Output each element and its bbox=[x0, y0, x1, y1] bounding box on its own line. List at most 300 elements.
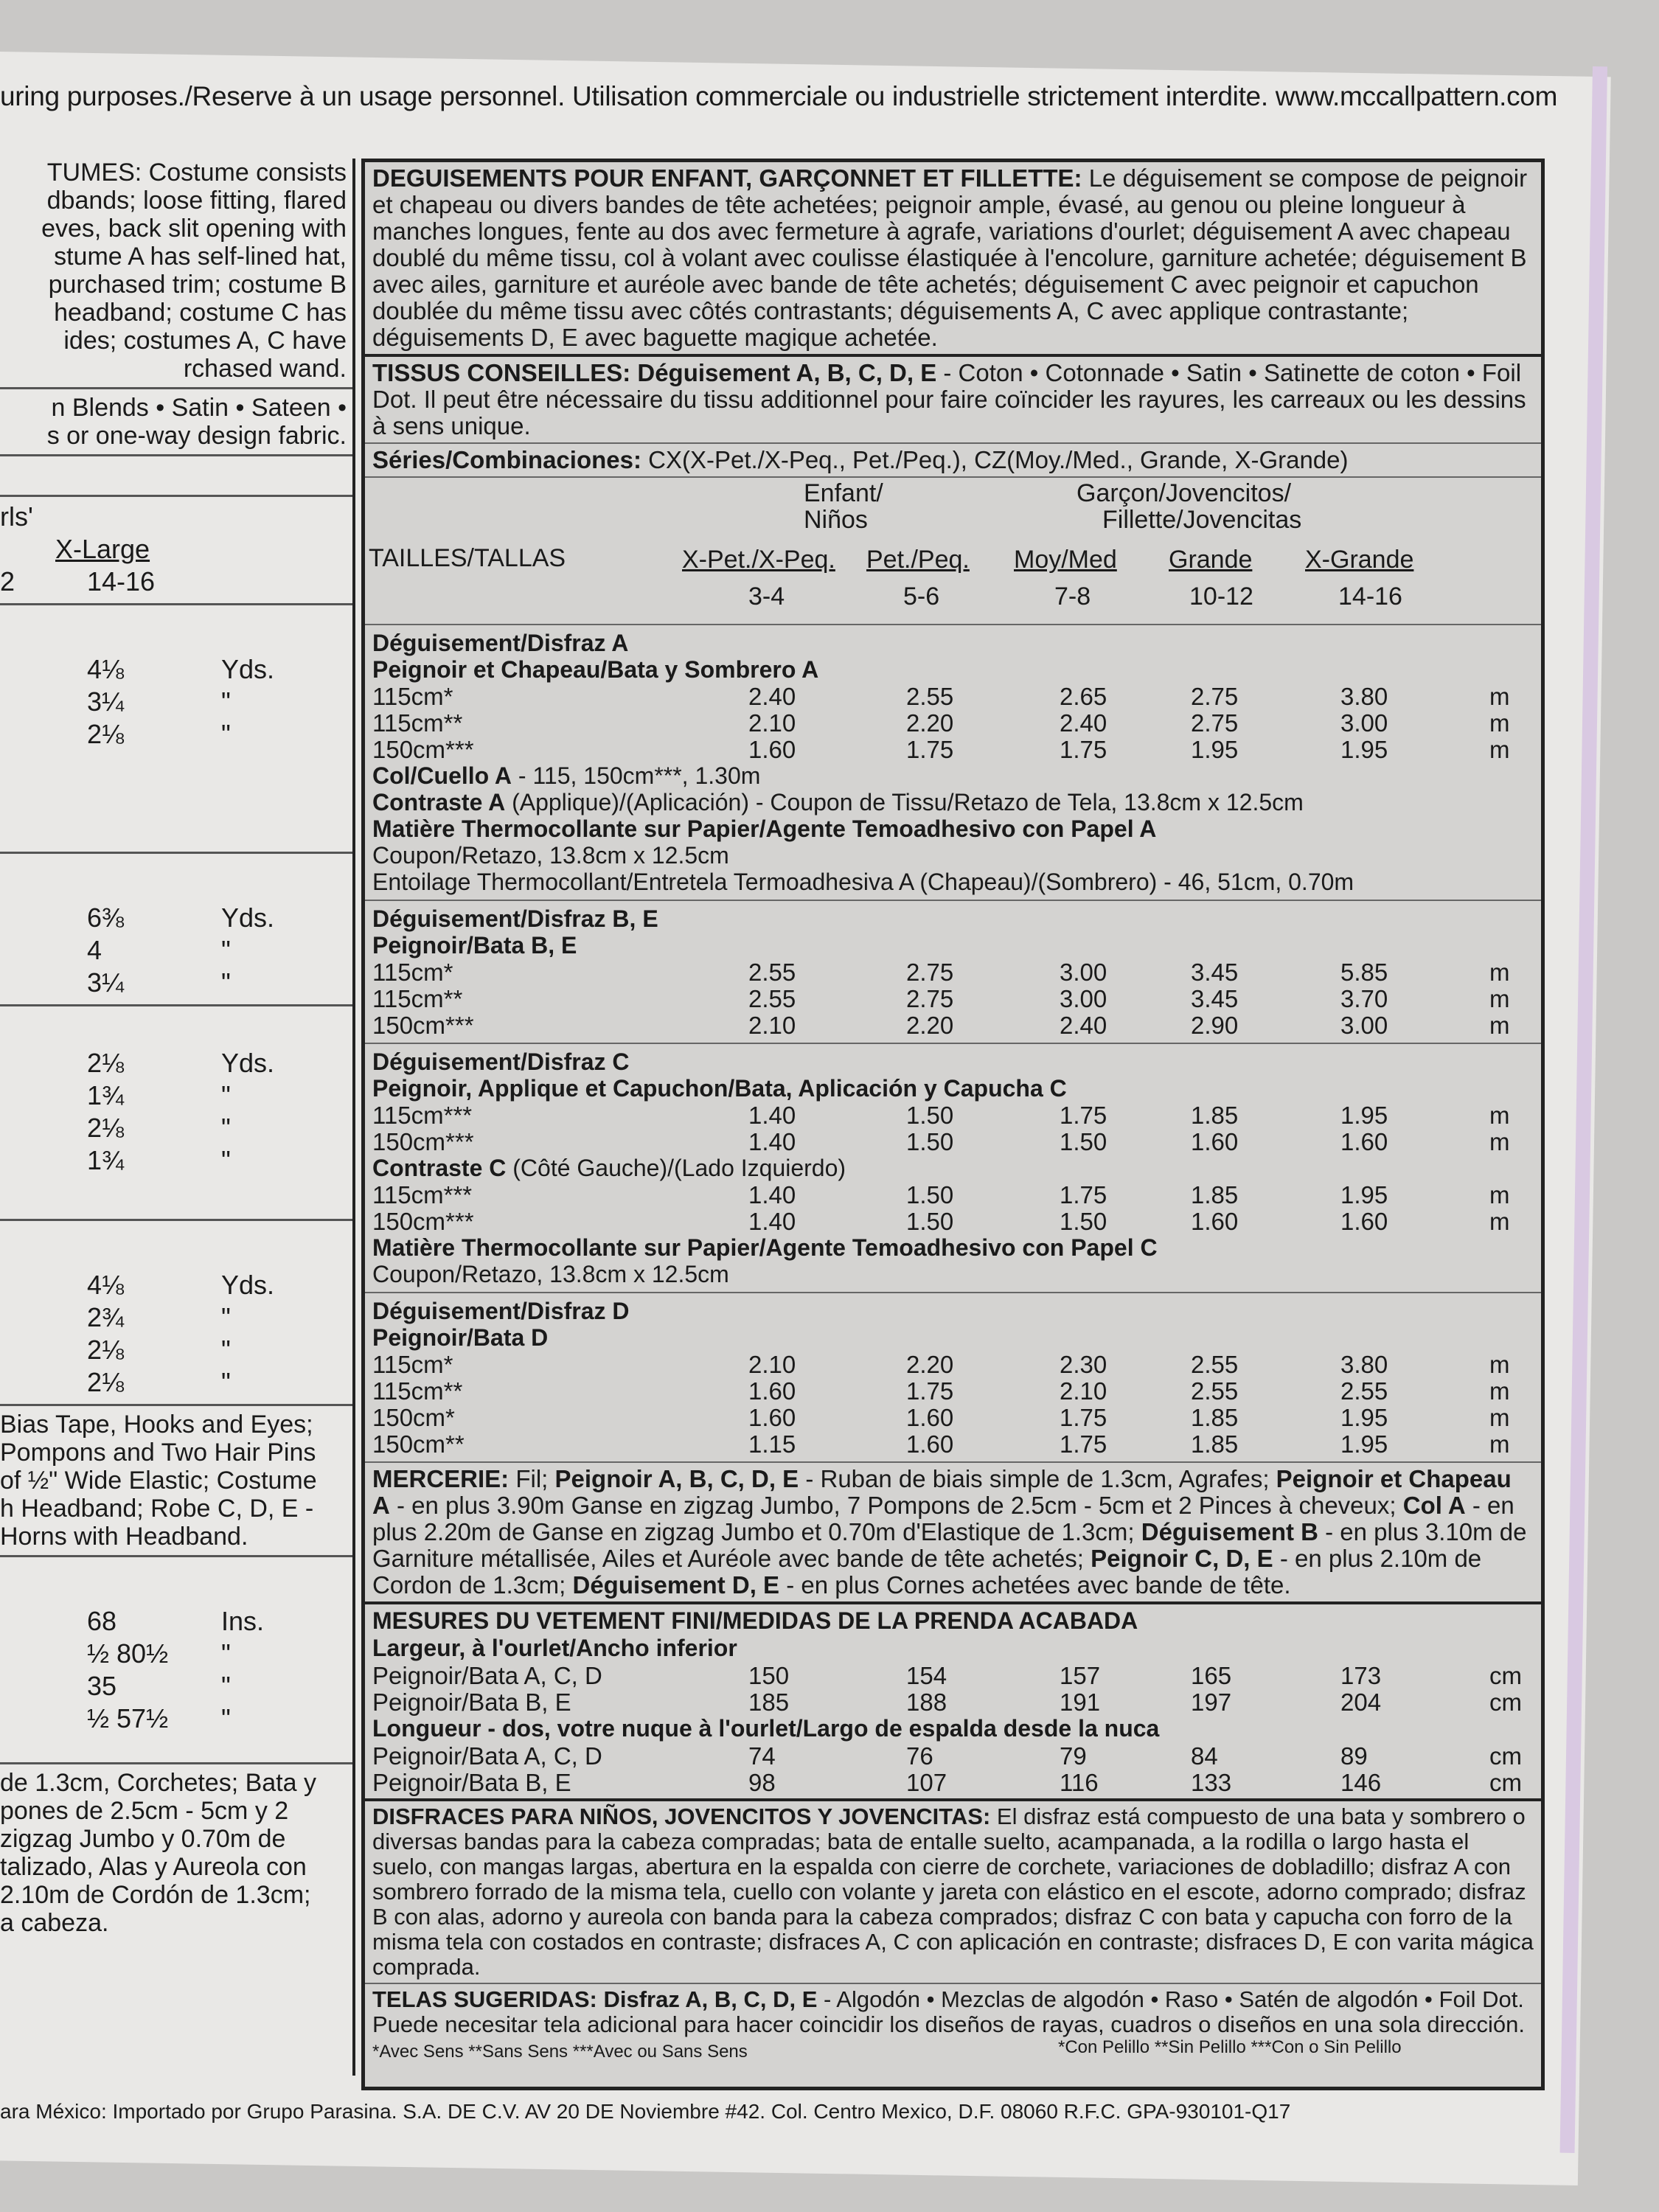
cell-value: 150 bbox=[748, 1662, 790, 1689]
table-row bbox=[372, 1181, 1534, 1208]
text-line: dbands; loose fitting, flared bbox=[46, 187, 347, 215]
text-line: eves, back slit opening with bbox=[41, 215, 347, 243]
cell-value: 1.60 bbox=[1340, 1208, 1388, 1235]
cell-value: 2.10 bbox=[1060, 1377, 1107, 1405]
divider bbox=[0, 603, 352, 605]
cell-value: 1.85 bbox=[1191, 1102, 1239, 1129]
coupon-a: Coupon/Retazo, 13.8cm x 12.5cm bbox=[372, 842, 729, 869]
unit: m bbox=[1489, 1012, 1510, 1039]
cell-value: 1.40 bbox=[748, 1102, 796, 1129]
unit: m bbox=[1489, 1351, 1510, 1378]
table-row bbox=[372, 1430, 1534, 1457]
english-column bbox=[0, 159, 355, 2076]
divider bbox=[0, 1219, 352, 1221]
text-line: TUMES: Costume consists bbox=[46, 159, 347, 187]
table-row bbox=[372, 1662, 1534, 1688]
yardage-row bbox=[0, 1270, 352, 1302]
cell-value: 79 bbox=[1060, 1742, 1087, 1770]
yardage-unit: Yds. bbox=[221, 1048, 275, 1078]
divider bbox=[0, 1004, 352, 1006]
costume-d-group bbox=[365, 1293, 1541, 1463]
row-label: 150cm*** bbox=[372, 1128, 474, 1155]
cell-value: 1.60 bbox=[748, 1377, 796, 1405]
english-yardage-b bbox=[0, 902, 352, 1000]
yardage-value: 68 bbox=[87, 1606, 117, 1636]
yardage-value: ½ 57½ bbox=[87, 1703, 169, 1733]
yardage-row bbox=[0, 1703, 352, 1736]
costume-c-rows bbox=[372, 1102, 1534, 1155]
text-line: rchased wand. bbox=[183, 355, 347, 383]
row-label: 115cm*** bbox=[372, 1102, 473, 1129]
unit: m bbox=[1489, 709, 1510, 737]
cell-value: 1.95 bbox=[1340, 1430, 1388, 1458]
text-line: Pompons and Two Hair Pins bbox=[0, 1439, 316, 1467]
costume-a-title: Déguisement/Disfraz A bbox=[372, 630, 629, 656]
costume-a-group bbox=[365, 625, 1541, 901]
yardage-value: 2⅛ bbox=[87, 1113, 125, 1143]
yardage-unit: " bbox=[221, 719, 231, 749]
yardage-unit: Ins. bbox=[221, 1606, 265, 1636]
contrast-c-line: Contraste C (Côté Gauche)/(Lado Izquierdo) bbox=[372, 1155, 846, 1181]
cell-value: 1.40 bbox=[748, 1128, 796, 1155]
yardage-unit: Yds. bbox=[221, 654, 275, 684]
cell-value: 2.40 bbox=[1060, 1012, 1107, 1039]
size-name: X-Grande bbox=[1305, 546, 1414, 574]
yardage-row bbox=[0, 1113, 352, 1145]
size-range: 5-6 bbox=[903, 582, 940, 611]
size-range: 3-4 bbox=[748, 582, 785, 611]
yardage-row bbox=[0, 935, 352, 967]
cell-value: 1.75 bbox=[1060, 1404, 1107, 1431]
cell-value: 146 bbox=[1340, 1769, 1382, 1796]
cell-value: 1.60 bbox=[906, 1430, 954, 1458]
cell-value: 2.65 bbox=[1060, 683, 1107, 710]
measurements-title: MESURES DU VETEMENT FINI/MEDIDAS DE LA PRENDA ACABADA bbox=[372, 1607, 1138, 1634]
contrast-a-line: Contraste A (Applique)/(Aplicación) - Coupon de Tissu/Retazo de Tela, 13.8cm x 12.5cm bbox=[372, 789, 1304, 815]
yardage-row bbox=[0, 902, 352, 935]
divider bbox=[0, 852, 352, 854]
contrast-c-rows bbox=[372, 1181, 1534, 1234]
nap-legend-fr: *Avec Sens **Sans Sens ***Avec ou Sans Sens bbox=[372, 2042, 748, 2062]
english-fabrics bbox=[0, 394, 352, 450]
cell-value: 1.60 bbox=[1191, 1208, 1239, 1235]
english-description bbox=[0, 159, 352, 383]
cell-value: 3.00 bbox=[1060, 959, 1107, 986]
yardage-row bbox=[0, 654, 352, 686]
cell-value: 3.45 bbox=[1191, 985, 1239, 1012]
text-line: ides; costumes A, C have bbox=[63, 327, 347, 355]
size-prefix: 2 bbox=[0, 566, 15, 597]
row-label: 150cm** bbox=[372, 1430, 465, 1458]
cell-value: 1.75 bbox=[1060, 1102, 1107, 1129]
unit: m bbox=[1489, 683, 1510, 710]
size-range: 14-16 bbox=[1338, 582, 1402, 611]
text-line: purchased trim; costume B bbox=[48, 271, 347, 299]
yardage-value: 3¼ bbox=[87, 967, 125, 998]
cell-value: 3.45 bbox=[1191, 959, 1239, 986]
cell-value: 2.30 bbox=[1060, 1351, 1107, 1378]
cell-value: 2.75 bbox=[906, 959, 954, 986]
xlarge-size: 14-16 bbox=[87, 566, 156, 597]
cell-value: 1.60 bbox=[1191, 1128, 1239, 1155]
unit: m bbox=[1489, 1430, 1510, 1458]
yardage-value: 4 bbox=[87, 935, 102, 965]
text-line: de 1.3cm, Corchetes; Bata y bbox=[0, 1769, 316, 1797]
cell-value: 1.60 bbox=[748, 1404, 796, 1431]
table-row bbox=[372, 1208, 1534, 1234]
text-line: Horns with Headband. bbox=[0, 1523, 248, 1551]
copyright-header: uring purposes./Reserve à un usage personnel. Utilisation commerciale ou industrielle strictement interdite. www.mccallpattern.com bbox=[0, 81, 1558, 111]
text-line: pones de 2.5cm - 5cm y 2 bbox=[0, 1797, 289, 1825]
cell-value: 165 bbox=[1191, 1662, 1232, 1689]
cell-value: 2.55 bbox=[906, 683, 954, 710]
cell-value: 2.55 bbox=[748, 959, 796, 986]
mercerie-text: MERCERIE: Fil; Peignoir A, B, C, D, E - Ruban de biais simple de 1.3cm, Agrafes; Peignoir et Chapeau A - en plus 3.90m Ganse en zigzag Jumbo, 7 Pompons de 2.5cm - 5cm et 2 Pinces à cheveux; Col A - en plus 2.20m de Ganse en zigzag Jumbo et 0.70m d'Elastique de 1.3cm; Déguisement B - en plus 3.10m de Garniture métallisée, Ailes et Auréole avec bande de tête achetés; Peignoir C, D, E - en plus 2.10m de Cordon de 1.3cm; Déguisement D, E - en plus Cornes achetées avec bande de tête. bbox=[372, 1465, 1527, 1599]
text-line: of ½" Wide Elastic; Costume bbox=[0, 1467, 317, 1495]
cell-value: 1.85 bbox=[1191, 1404, 1239, 1431]
row-label: 115cm* bbox=[372, 683, 453, 710]
yardage-row bbox=[0, 719, 352, 751]
yardage-row bbox=[0, 686, 352, 719]
french-fabrics: TISSUS CONSEILLES: Déguisement A, B, C, D, E - Coton • Cotonnade • Satin • Satinette de coton • Foil Dot. Il peut être nécessaire du tissu additionnel pour faire coïncider les rayures, les carreaux ou les dessins à sens unique. bbox=[372, 359, 1526, 439]
size-header bbox=[365, 478, 1541, 625]
cell-value: 1.95 bbox=[1340, 736, 1388, 763]
yardage-unit: " bbox=[221, 1703, 231, 1733]
cell-value: 2.10 bbox=[748, 709, 796, 737]
text-line: n Blends • Satin • Sateen • bbox=[51, 394, 347, 422]
cell-value: 191 bbox=[1060, 1688, 1101, 1716]
costume-b-group bbox=[365, 901, 1541, 1044]
english-measurements bbox=[0, 1606, 352, 1736]
text-line: a cabeza. bbox=[0, 1909, 109, 1937]
costume-a-rows bbox=[372, 683, 1534, 762]
size-group-boys-girls: Garçon/Jovencitos/ bbox=[1077, 479, 1292, 507]
cell-value: 84 bbox=[1191, 1742, 1218, 1770]
cell-value: 2.40 bbox=[1060, 709, 1107, 737]
fusible-a-title: Matière Thermocollante sur Papier/Agente Temoadhesivo con Papel A bbox=[372, 815, 1157, 842]
row-label: 150cm*** bbox=[372, 1012, 474, 1039]
row-label: 115cm* bbox=[372, 959, 453, 986]
costume-c-subtitle: Peignoir, Applique et Capuchon/Bata, Aplicación y Capucha C bbox=[372, 1075, 1067, 1102]
cell-value: 2.20 bbox=[906, 709, 954, 737]
cell-value: 1.50 bbox=[1060, 1208, 1107, 1235]
yardage-unit: " bbox=[221, 686, 231, 717]
cell-value: 2.20 bbox=[906, 1351, 954, 1378]
costume-d-subtitle: Peignoir/Bata D bbox=[372, 1324, 549, 1351]
nap-legend-es: *Con Pelillo **Sin Pelillo ***Con o Sin Pelillo bbox=[1058, 2037, 1402, 2057]
costume-b-rows bbox=[372, 959, 1534, 1038]
yardage-unit: " bbox=[221, 1335, 231, 1365]
cell-value: 5.85 bbox=[1340, 959, 1388, 986]
size-name: Grande bbox=[1169, 546, 1253, 574]
sizes-label: TAILLES/TALLAS bbox=[369, 544, 566, 572]
unit: m bbox=[1489, 736, 1510, 763]
cell-value: 2.75 bbox=[1191, 709, 1239, 737]
costume-c-title: Déguisement/Disfraz C bbox=[372, 1048, 630, 1075]
cell-value: 74 bbox=[748, 1742, 776, 1770]
yardage-table bbox=[361, 159, 1545, 2090]
table-row bbox=[372, 1012, 1534, 1038]
yardage-value: 2¾ bbox=[87, 1302, 125, 1332]
table-row bbox=[372, 985, 1534, 1012]
spanish-description: DISFRACES PARA NIÑOS, JOVENCITOS Y JOVENCITAS: El disfraz está compuesto de una bata y sombrero o diversas bandas para la cabeza compradas; bata de entalle suelto, acampanada, a la rodilla o largo hasta el suelo, con mangas largas, abertura en la espalda con cierre de corchete, variaciones de dobladillo; disfraz A con sombrero forrado de la misma tela, cuello con volante y jareta con elástico en el escote, adorno comprado; disfraz B con alas, adorno y aureola con banda para la cabeza comprados; disfraz C con bata y capucha con forro de la misma tela con costados en contraste; disfraces A, C con aplicación en contraste; disfraces D, E con varita mágica comprada. bbox=[365, 1801, 1541, 1984]
cell-value: 116 bbox=[1060, 1769, 1099, 1796]
yardage-unit: Yds. bbox=[221, 902, 275, 933]
cell-value: 1.50 bbox=[906, 1181, 954, 1208]
yardage-value: 35 bbox=[87, 1671, 117, 1701]
yardage-unit: " bbox=[221, 1302, 231, 1332]
interfacing-a: Entoilage Thermocollant/Entretela Termoadhesiva A (Chapeau)/(Sombrero) - 46, 51cm, 0.70m bbox=[372, 869, 1354, 895]
table-row bbox=[372, 1351, 1534, 1377]
yardage-value: 1¾ bbox=[87, 1080, 125, 1110]
unit: m bbox=[1489, 1377, 1510, 1405]
length-label: Longueur - dos, votre nuque à l'ourlet/Largo de espalda desde la nuca bbox=[372, 1715, 1160, 1742]
cell-value: 1.75 bbox=[1060, 736, 1107, 763]
cell-value: 107 bbox=[906, 1769, 947, 1796]
row-label: 150cm*** bbox=[372, 1208, 474, 1235]
unit: m bbox=[1489, 1181, 1510, 1208]
yardage-value: 4⅛ bbox=[87, 1270, 125, 1300]
size-group-boys-girls-es: Fillette/Jovencitas bbox=[1102, 506, 1302, 534]
yardage-unit: " bbox=[221, 1145, 231, 1175]
yardage-unit: " bbox=[221, 1113, 231, 1143]
yardage-value: 4⅛ bbox=[87, 654, 125, 684]
collar-a-line: Col/Cuello A - 115, 150cm***, 1.30m bbox=[372, 762, 761, 789]
cell-value: 2.75 bbox=[1191, 683, 1239, 710]
yardage-unit: " bbox=[221, 1638, 231, 1669]
table-row bbox=[372, 1377, 1534, 1404]
unit: m bbox=[1489, 1128, 1510, 1155]
row-label: 150cm*** bbox=[372, 736, 474, 763]
mercerie-section bbox=[365, 1463, 1541, 1604]
row-label: 115cm** bbox=[372, 709, 463, 737]
table-row bbox=[372, 1404, 1534, 1430]
table-row bbox=[372, 1688, 1534, 1715]
cell-value: 1.95 bbox=[1340, 1181, 1388, 1208]
cell-value: 2.55 bbox=[1191, 1351, 1239, 1378]
cell-value: 1.50 bbox=[1060, 1128, 1107, 1155]
cell-value: 154 bbox=[906, 1662, 947, 1689]
unit: cm bbox=[1489, 1662, 1522, 1689]
table-row bbox=[372, 959, 1534, 985]
cell-value: 1.60 bbox=[1340, 1128, 1388, 1155]
row-label: 115cm*** bbox=[372, 1181, 473, 1208]
row-label: 115cm** bbox=[372, 985, 463, 1012]
width-label: Largeur, à l'ourlet/Ancho inferior bbox=[372, 1635, 737, 1661]
table-row bbox=[372, 736, 1534, 762]
unit: cm bbox=[1489, 1742, 1522, 1770]
width-rows bbox=[372, 1662, 1534, 1715]
table-row bbox=[372, 1769, 1534, 1795]
cell-value: 2.10 bbox=[748, 1012, 796, 1039]
cell-value: 157 bbox=[1060, 1662, 1101, 1689]
yardage-row bbox=[0, 1638, 352, 1671]
cell-value: 3.80 bbox=[1340, 1351, 1388, 1378]
english-yardage-c bbox=[0, 1048, 352, 1178]
divider bbox=[0, 1404, 352, 1406]
cell-value: 1.85 bbox=[1191, 1181, 1239, 1208]
cell-value: 1.75 bbox=[906, 1377, 954, 1405]
english-notions bbox=[0, 1411, 352, 1551]
unit: m bbox=[1489, 985, 1510, 1012]
cell-value: 3.00 bbox=[1340, 709, 1388, 737]
text-line: Bias Tape, Hooks and Eyes; bbox=[0, 1411, 313, 1439]
spanish-fabrics: TELAS SUGERIDAS: Disfraz A, B, C, D, E - Algodón • Mezclas de algodón • Raso • Satén de algodón • Foil Dot. Puede necesitar tela adicional para hacer coincidir los diseños de rayas, cuadros o diseños en una sola dirección. *Avec Sens **Sans Sens ***Avec ou Sans Sens *Con Pelillo **Sin Pelillo ***Con o Sin Pelillo bbox=[372, 1986, 1525, 2062]
cell-value: 2.75 bbox=[906, 985, 954, 1012]
cell-value: 188 bbox=[906, 1688, 947, 1716]
xlarge-label: X-Large bbox=[55, 534, 150, 564]
cell-value: 2.55 bbox=[1340, 1377, 1388, 1405]
french-description: DEGUISEMENTS POUR ENFANT, GARÇONNET ET FILLETTE: Le déguisement se compose de peignoir et chapeau ou divers bandes de tête achetées; peignoir ample, évasé, au genou ou pleine longueur à manches longues, fente au dos avec fermeture à agrafe, variations d'ourlet; déguisement A avec chapeau doublé du même tissu, col à volant avec coulisse élastiquée à l'encolure, garniture achetée; déguisement B avec ailes, garniture et auréole avec bande de tête achetés; déguisement C avec peignoir et capuchon doublée du même tissu avec côtés contrastants; déguisements A, C avec applique contrastante; déguisements D, E avec baguette magique achetée. bbox=[372, 164, 1528, 351]
text-line: 2.10m de Cordón de 1.3cm; bbox=[0, 1881, 311, 1909]
costume-b-title: Déguisement/Disfraz B, E bbox=[372, 905, 658, 932]
series-line: Séries/Combinaciones: CX(X-Pet./X-Peq., Pet./Peq.), CZ(Moy./Med., Grande, X-Grande) bbox=[372, 446, 1349, 473]
yardage-value: 3¼ bbox=[87, 686, 125, 717]
english-yardage-a bbox=[0, 654, 352, 751]
yardage-value: 2⅛ bbox=[87, 1367, 125, 1397]
yardage-row bbox=[0, 1048, 352, 1080]
yardage-unit: " bbox=[221, 1080, 231, 1110]
length-rows bbox=[372, 1742, 1534, 1795]
girls-label: rls' bbox=[0, 501, 33, 532]
cell-value: 3.00 bbox=[1340, 1012, 1388, 1039]
cell-value: 1.60 bbox=[906, 1404, 954, 1431]
yardage-row bbox=[0, 967, 352, 1000]
size-group-children-es: Niños bbox=[804, 506, 868, 534]
costume-d-rows bbox=[372, 1351, 1534, 1457]
cell-value: 2.20 bbox=[906, 1012, 954, 1039]
size-name: X-Pet./X-Peq. bbox=[682, 546, 835, 574]
unit: m bbox=[1489, 1208, 1510, 1235]
coupon-c: Coupon/Retazo, 13.8cm x 12.5cm bbox=[372, 1261, 729, 1287]
fusible-c-title: Matière Thermocollante sur Papier/Agente Temoadhesivo con Papel C bbox=[372, 1234, 1158, 1261]
yardage-row bbox=[0, 1302, 352, 1335]
cell-value: 98 bbox=[748, 1769, 776, 1796]
unit: m bbox=[1489, 959, 1510, 986]
cell-value: 133 bbox=[1191, 1769, 1232, 1796]
costume-a-subtitle: Peignoir et Chapeau/Bata y Sombrero A bbox=[372, 656, 819, 683]
divider bbox=[0, 495, 352, 497]
cell-value: 1.75 bbox=[1060, 1430, 1107, 1458]
cell-value: 2.55 bbox=[1191, 1377, 1239, 1405]
yardage-value: 6⅜ bbox=[87, 902, 125, 933]
cell-value: 1.15 bbox=[748, 1430, 796, 1458]
text-line: zigzag Jumbo y 0.70m de bbox=[0, 1825, 286, 1853]
text-line: h Headband; Robe C, D, E - bbox=[0, 1495, 314, 1523]
cell-value: 2.40 bbox=[748, 683, 796, 710]
cell-value: 204 bbox=[1340, 1688, 1382, 1716]
yardage-row bbox=[0, 1335, 352, 1367]
cell-value: 3.70 bbox=[1340, 985, 1388, 1012]
costume-c-group bbox=[365, 1044, 1541, 1293]
yardage-row bbox=[0, 1606, 352, 1638]
divider bbox=[0, 454, 352, 456]
row-label: Peignoir/Bata B, E bbox=[372, 1769, 571, 1796]
unit: cm bbox=[1489, 1769, 1522, 1796]
cell-value: 2.90 bbox=[1191, 1012, 1239, 1039]
cell-value: 1.60 bbox=[748, 736, 796, 763]
cell-value: 2.55 bbox=[748, 985, 796, 1012]
cell-value: 3.00 bbox=[1060, 985, 1107, 1012]
row-label: Peignoir/Bata A, C, D bbox=[372, 1742, 602, 1770]
cell-value: 1.85 bbox=[1191, 1430, 1239, 1458]
cell-value: 89 bbox=[1340, 1742, 1368, 1770]
divider bbox=[0, 387, 352, 389]
costume-b-subtitle: Peignoir/Bata B, E bbox=[372, 932, 577, 959]
row-label: Peignoir/Bata A, C, D bbox=[372, 1662, 602, 1689]
text-line: headband; costume C has bbox=[54, 299, 347, 327]
row-label: Peignoir/Bata B, E bbox=[372, 1688, 571, 1716]
importer-footer: ara México: Importado por Grupo Parasina. S.A. DE C.V. AV 20 DE Noviembre #42. Col. Centro Mexico, D.F. 08060 R.F.C. GPA-930101-Q17 bbox=[0, 2100, 1291, 2123]
cell-value: 1.50 bbox=[906, 1208, 954, 1235]
size-name: Pet./Peq. bbox=[866, 546, 970, 574]
yardage-value: 2⅛ bbox=[87, 719, 125, 749]
row-label: 115cm* bbox=[372, 1351, 453, 1378]
costume-d-title: Déguisement/Disfraz D bbox=[372, 1298, 630, 1324]
yardage-row bbox=[0, 1145, 352, 1178]
size-range: 10-12 bbox=[1189, 582, 1253, 611]
row-label: 115cm** bbox=[372, 1377, 463, 1405]
text-line: stume A has self-lined hat, bbox=[54, 243, 347, 271]
cell-value: 1.50 bbox=[906, 1128, 954, 1155]
cell-value: 1.40 bbox=[748, 1181, 796, 1208]
cell-value: 2.10 bbox=[748, 1351, 796, 1378]
cell-value: 1.50 bbox=[906, 1102, 954, 1129]
table-row bbox=[372, 1128, 1534, 1155]
table-row bbox=[372, 683, 1534, 709]
cell-value: 185 bbox=[748, 1688, 790, 1716]
text-line: talizado, Alas y Aureola con bbox=[0, 1853, 307, 1881]
divider bbox=[0, 1555, 352, 1557]
cell-value: 76 bbox=[906, 1742, 933, 1770]
row-label: 150cm* bbox=[372, 1404, 455, 1431]
yardage-unit: " bbox=[221, 935, 231, 965]
english-yardage-d bbox=[0, 1270, 352, 1399]
table-row bbox=[372, 1742, 1534, 1769]
divider bbox=[0, 1762, 352, 1764]
yardage-row bbox=[0, 1671, 352, 1703]
yardage-value: 2⅛ bbox=[87, 1335, 125, 1365]
yardage-value: 2⅛ bbox=[87, 1048, 125, 1078]
table-row bbox=[372, 709, 1534, 736]
cell-value: 1.95 bbox=[1191, 736, 1239, 763]
yardage-row bbox=[0, 1080, 352, 1113]
unit: m bbox=[1489, 1404, 1510, 1431]
cell-value: 1.75 bbox=[1060, 1181, 1107, 1208]
cell-value: 173 bbox=[1340, 1662, 1382, 1689]
spanish-notions-clipped bbox=[0, 1769, 352, 1937]
text-line: s or one-way design fabric. bbox=[46, 422, 347, 450]
yardage-value: 1¾ bbox=[87, 1145, 125, 1175]
yardage-unit: " bbox=[221, 1367, 231, 1397]
yardage-value: ½ 80½ bbox=[87, 1638, 169, 1669]
yardage-unit: " bbox=[221, 967, 231, 998]
cell-value: 197 bbox=[1191, 1688, 1232, 1716]
cell-value: 1.75 bbox=[906, 736, 954, 763]
yardage-row bbox=[0, 1367, 352, 1399]
cell-value: 1.95 bbox=[1340, 1404, 1388, 1431]
cell-value: 3.80 bbox=[1340, 683, 1388, 710]
finished-measurements bbox=[365, 1604, 1541, 1801]
yardage-unit: Yds. bbox=[221, 1270, 275, 1300]
unit: cm bbox=[1489, 1688, 1522, 1716]
size-range: 7-8 bbox=[1054, 582, 1091, 611]
size-name: Moy/Med bbox=[1014, 546, 1117, 574]
cell-value: 1.40 bbox=[748, 1208, 796, 1235]
size-group-children: Enfant/ bbox=[804, 479, 883, 507]
unit: m bbox=[1489, 1102, 1510, 1129]
table-row bbox=[372, 1102, 1534, 1128]
